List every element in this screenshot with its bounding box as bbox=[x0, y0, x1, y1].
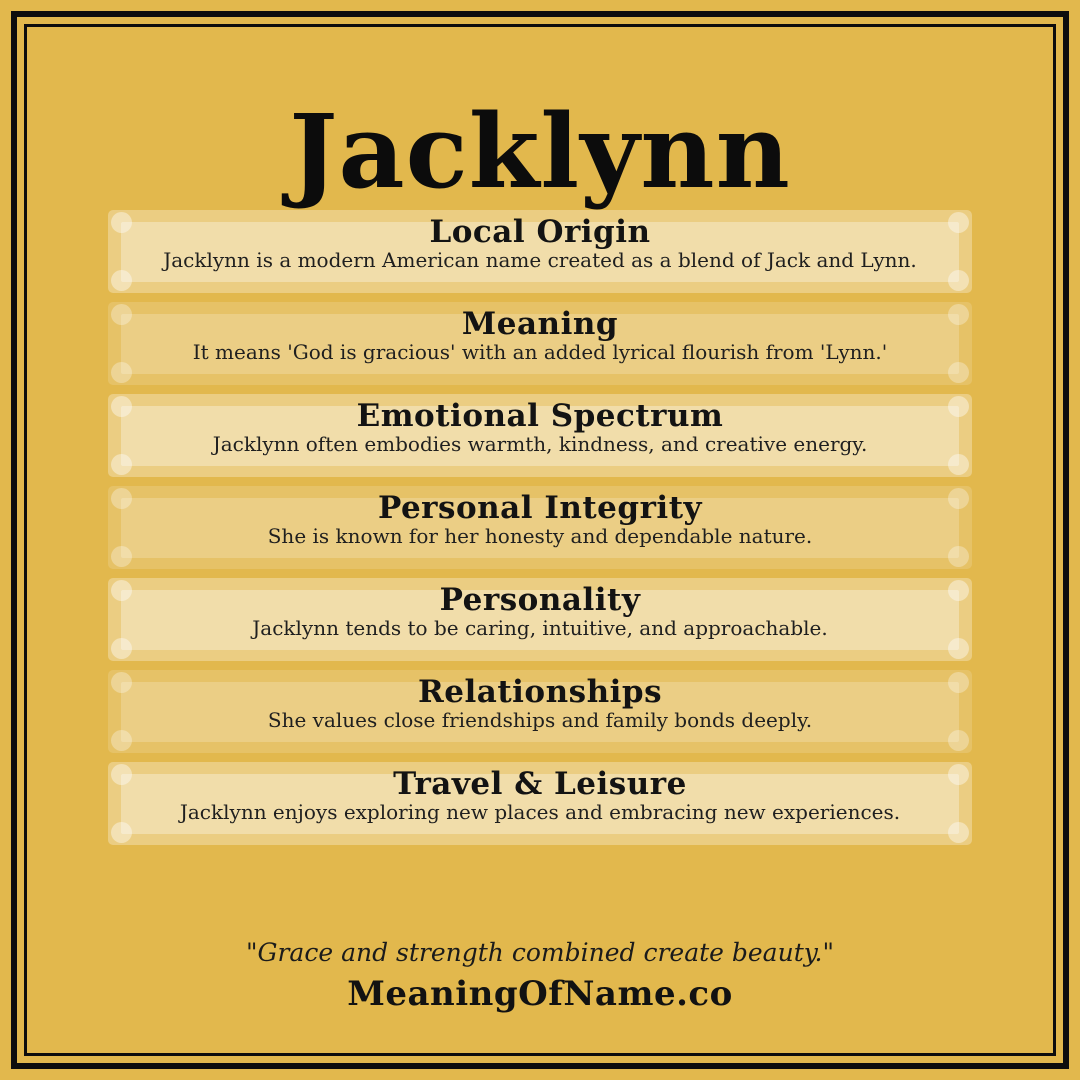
info-card-personality bbox=[108, 578, 972, 661]
brand-name: MeaningOfName.co bbox=[347, 974, 733, 1014]
info-card-personal-integrity bbox=[108, 486, 972, 569]
corner-pin-icon bbox=[111, 362, 132, 383]
section-description: Jacklynn tends to be caring, intuitive, and approachable. bbox=[252, 616, 828, 640]
corner-pin-icon bbox=[111, 822, 132, 843]
section-description: It means 'God is gracious' with an added lyrical flourish from 'Lynn.' bbox=[192, 340, 888, 364]
corner-pin-icon bbox=[111, 454, 132, 475]
card-content bbox=[108, 670, 972, 731]
section-description: Jacklynn enjoys exploring new places and embracing new experiences. bbox=[179, 800, 901, 824]
card-content bbox=[108, 486, 972, 547]
section-description: She values close friendships and family bonds deeply. bbox=[267, 708, 813, 732]
info-card-local-origin bbox=[108, 210, 972, 293]
card-content bbox=[108, 302, 972, 363]
section-heading: Local Origin bbox=[429, 214, 651, 250]
section-description: She is known for her honesty and dependable nature. bbox=[267, 524, 813, 548]
info-card-travel-leisure bbox=[108, 762, 972, 845]
section-heading: Relationships bbox=[417, 674, 663, 710]
info-card-meaning bbox=[108, 302, 972, 385]
card-content bbox=[108, 578, 972, 639]
corner-pin-icon bbox=[948, 822, 969, 843]
corner-pin-icon bbox=[111, 638, 132, 659]
section-heading: Emotional Spectrum bbox=[356, 398, 724, 434]
section-description: Jacklynn often embodies warmth, kindness, and creative energy. bbox=[212, 432, 868, 456]
corner-pin-icon bbox=[111, 730, 132, 751]
corner-pin-icon bbox=[948, 362, 969, 383]
info-card-relationships bbox=[108, 670, 972, 753]
section-description: Jacklynn is a modern American name created as a blend of Jack and Lynn. bbox=[163, 248, 917, 272]
info-card-emotional-spectrum bbox=[108, 394, 972, 477]
corner-pin-icon bbox=[948, 638, 969, 659]
section-card-list bbox=[108, 210, 972, 845]
tagline-quote: "Grace and strength combined create beauty." bbox=[246, 938, 834, 967]
section-heading: Travel & Leisure bbox=[393, 766, 687, 802]
page-title: Jacklynn bbox=[289, 92, 791, 213]
corner-pin-icon bbox=[948, 730, 969, 751]
card-content bbox=[108, 394, 972, 455]
corner-pin-icon bbox=[948, 546, 969, 567]
corner-pin-icon bbox=[111, 270, 132, 291]
section-heading: Meaning bbox=[461, 306, 619, 342]
section-heading: Personal Integrity bbox=[377, 490, 703, 526]
corner-pin-icon bbox=[948, 454, 969, 475]
card-content bbox=[108, 762, 972, 823]
section-heading: Personality bbox=[439, 582, 641, 618]
corner-pin-icon bbox=[111, 546, 132, 567]
corner-pin-icon bbox=[948, 270, 969, 291]
card-content bbox=[108, 210, 972, 271]
